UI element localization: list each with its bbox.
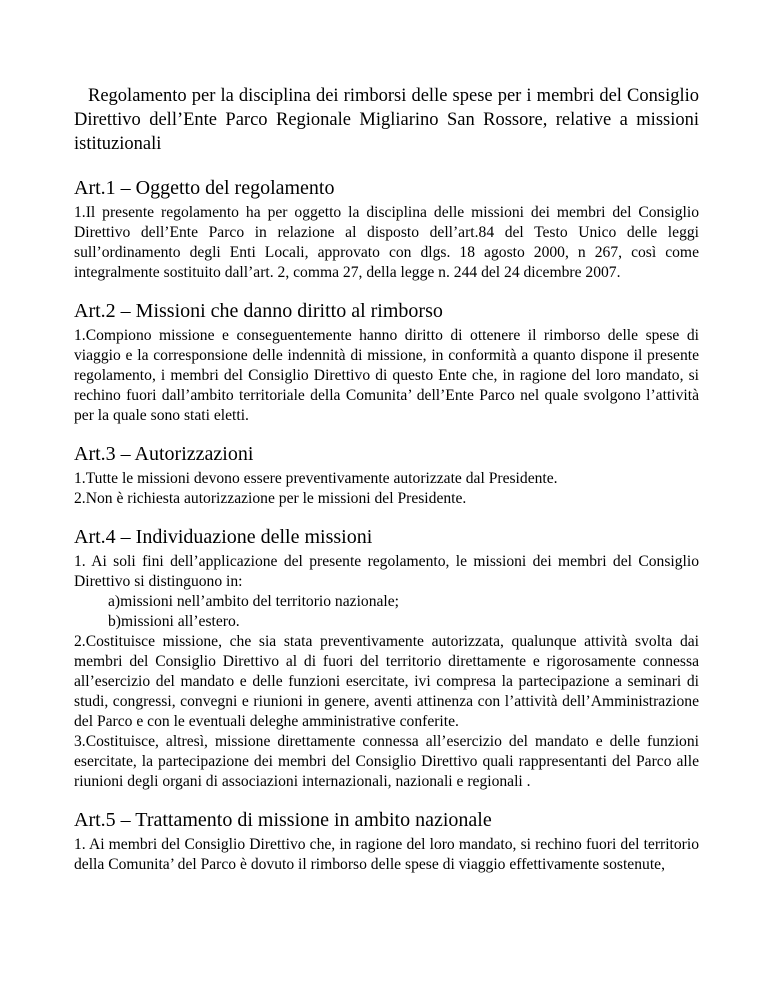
article-3 xyxy=(74,442,699,509)
article-1 xyxy=(74,176,699,283)
article-2 xyxy=(74,299,699,426)
article-heading: Art.5 – Trattamento di missione in ambito nazionale xyxy=(74,809,492,831)
article-5 xyxy=(74,808,699,875)
article-paragraph: 1.Tutte le missioni devono essere preventivamente autorizzate dal Presidente. xyxy=(74,470,558,487)
article-heading: Art.2 – Missioni che danno diritto al rimborso xyxy=(74,300,443,322)
list-item: a)missioni nell’ambito del territorio nazionale; xyxy=(108,593,399,610)
article-paragraph: 3.Costituisce, altresì, missione direttamente connessa all’esercizio del mandato e delle funzioni esercitate, la partecipazione dei membri del Consiglio Direttivo quali rappresentanti del Parco alle riunioni degli organi di associazioni internazionali, nazionali e regionali . xyxy=(74,733,699,790)
article-paragraph: 2.Non è richiesta autorizzazione per le missioni del Presidente. xyxy=(74,490,467,507)
article-heading: Art.3 – Autorizzazioni xyxy=(74,443,254,465)
article-paragraph: 2.Costituisce missione, che sia stata preventivamente autorizzata, qualunque attività svolta dai membri del Consiglio Direttivo al di fuori del territorio direttamente e rigorosamente connessa all’esercizio del mandato e delle funzioni esercitate, ivi compresa la partecipazione a seminari di studi, congressi, convegni e riunioni in genere, aventi attinenza con l’attività dell’Amministrazione del Parco e con le eventuali deleghe amministrative conferite. xyxy=(74,633,699,730)
article-paragraph: 1. Ai membri del Consiglio Direttivo che, in ragione del loro mandato, si rechino fuori del territorio della Comunita’ del Parco è dovuto il rimborso delle spese di viaggio effettivamente sostenute, xyxy=(74,836,699,873)
article-heading: Art.4 – Individuazione delle missioni xyxy=(74,526,373,548)
article-heading: Art.1 – Oggetto del regolamento xyxy=(74,177,335,199)
document-title: Regolamento per la disciplina dei rimborsi delle spese per i membri del Consiglio Direttivo dell’Ente Parco Regionale Migliarino San Rossore, relative a missioni istituzionali xyxy=(74,86,699,154)
article-4 xyxy=(74,525,699,792)
article-paragraph: 1.Il presente regolamento ha per oggetto la disciplina delle missioni dei membri del Consiglio Direttivo dell’Ente Parco in relazione al disposto dell’art.84 del Testo Unico delle leggi sull’ordinamento degli Enti Locali, approvato con dlgs. 18 agosto 2000, n 267, così come integralmente sostituito dall’art. 2, comma 27, della legge n. 244 del 24 dicembre 2007. xyxy=(74,204,699,281)
article-paragraph: 1. Ai soli fini dell’applicazione del presente regolamento, le missioni dei membri del Consiglio Direttivo si distinguono in: xyxy=(74,553,699,590)
article-paragraph: 1.Compiono missione e conseguentemente hanno diritto di ottenere il rimborso delle spese di viaggio e la corresponsione delle indennità di missione, in conformità a quanto dispone il presente regolamento, i membri del Consiglio Direttivo di questo Ente che, in ragione del loro mandato, si rechino fuori dall’ambito territoriale della Comunita’ dell’Ente Parco nel quale svolgono l’attività per la quale sono stati eletti. xyxy=(74,327,699,424)
document-page xyxy=(74,84,699,891)
list-item: b)missioni all’estero. xyxy=(108,613,240,630)
